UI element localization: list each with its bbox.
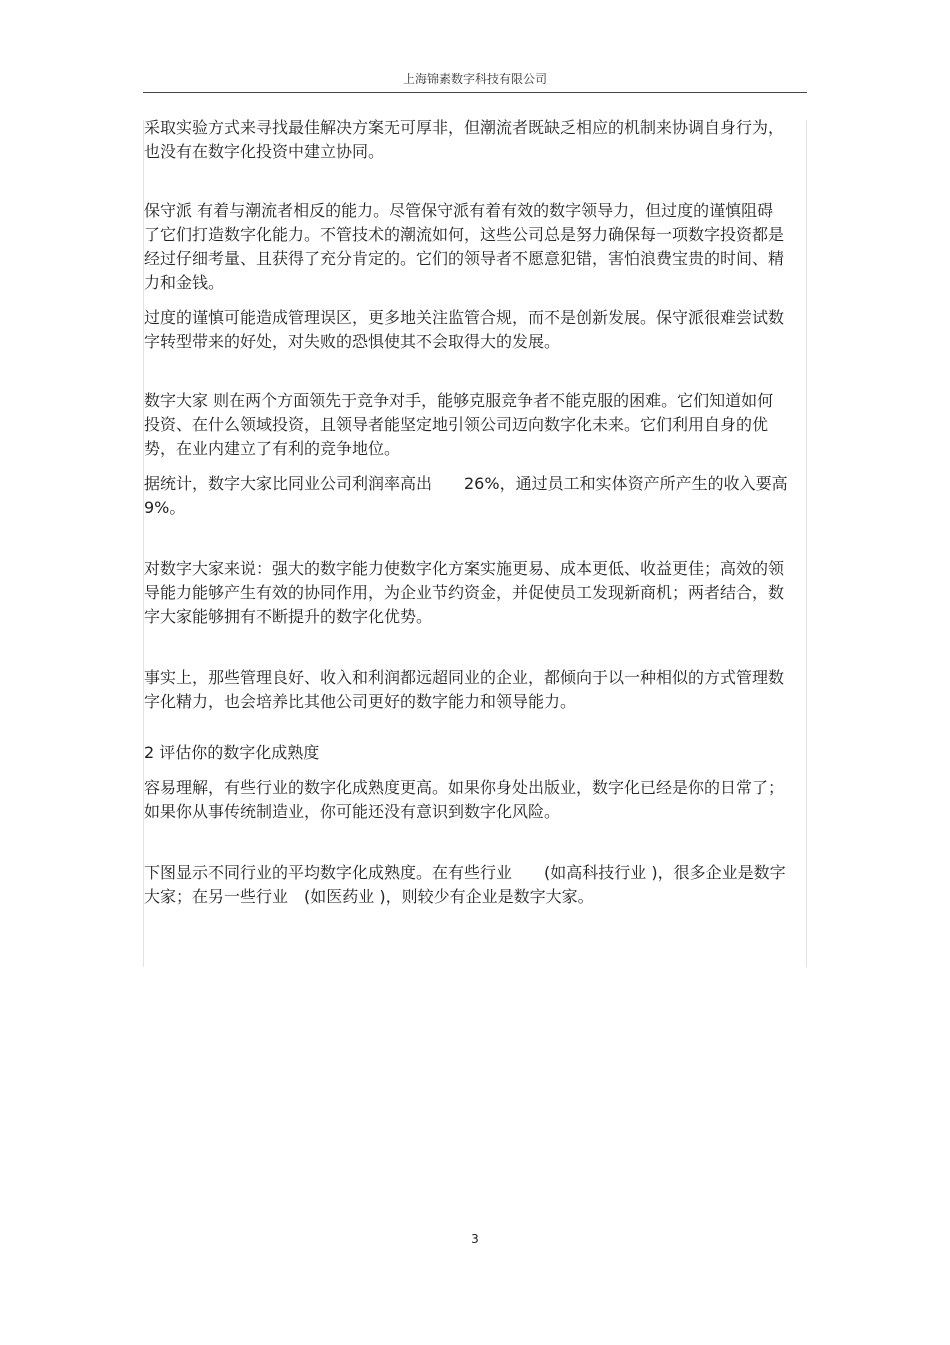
page-number: 3 bbox=[471, 1232, 479, 1246]
paragraph-conservatives-caution: 过度的谨慎可能造成管理误区，更多地关注监管合规，而不是创新发展。保守派很难尝试数字转型带来的好处，对失败的恐惧使其不会取得大的发展。 bbox=[144, 308, 785, 351]
paragraph-management-conclusion: 事实上，那些管理良好、收入和利润都远超同业的企业，都倾向于以一种相似的方式管理数字化精力，也会培养比其他公司更好的数字能力和领导能力。 bbox=[144, 668, 785, 711]
paragraph-trendsetters-summary: 采取实验方式来寻找最佳解决方案无可厚非，但潮流者既缺乏相应的机制来协调自身行为，也没有在数字化投资中建立协同。 bbox=[144, 118, 785, 161]
paragraph-statistics: 据统计，数字大家比同业公司利润率高出 26%，通过员工和实体资产所产生的收入要高 9%。 bbox=[144, 474, 788, 517]
document-body bbox=[144, 116, 789, 909]
content-frame-right-border bbox=[806, 120, 807, 967]
paragraph-digital-masters: 数字大家 则在两个方面领先于竞争对手，能够克服竞争者不能克服的困难。它们知道如何投资、在什么领域投资，且领导者能坚定地引领公司迈向数字化未来。它们利用自身的优势，在业内建立了有利的竞争地位。 bbox=[144, 391, 774, 458]
paragraph-maturity-intro: 容易理解，有些行业的数字化成熟度更高。如果你身处出版业，数字化已经是你的日常了；如果你从事传统制造业，你可能还没有意识到数字化风险。 bbox=[144, 778, 785, 821]
paragraph-industry-maturity: 下图显示不同行业的平均数字化成熟度。在有些行业 (如高科技行业 )，很多企业是数字大家；在另一些行业 (如医药业 )，则较少有企业是数字大家。 bbox=[144, 863, 786, 906]
page-header-title: 上海锦素数字科技有限公司 bbox=[402, 72, 547, 86]
header-divider bbox=[143, 92, 807, 93]
section-heading: 2 评估你的数字化成熟度 bbox=[144, 743, 320, 762]
paragraph-conservatives: 保守派 有着与潮流者相反的能力。尽管保守派有着有效的数字领导力，但过度的谨慎阻碍了它们打造数字化能力。不管技术的潮流如何，这些公司总是努力确保每一项数字投资都是经过仔细考量、且获得了充分肯定的。它们的领导者不愿意犯错，害怕浪费宝贵的时间、精力和金钱。 bbox=[144, 201, 785, 292]
paragraph-digital-masters-benefits: 对数字大家来说：强大的数字能力使数字化方案实施更易、成本更低、收益更佳；高效的领导能力能够产生有效的协同作用，为企业节约资金，并促使员工发现新商机；两者结合，数字大家能够拥有不断提升的数字化优势。 bbox=[144, 559, 785, 626]
